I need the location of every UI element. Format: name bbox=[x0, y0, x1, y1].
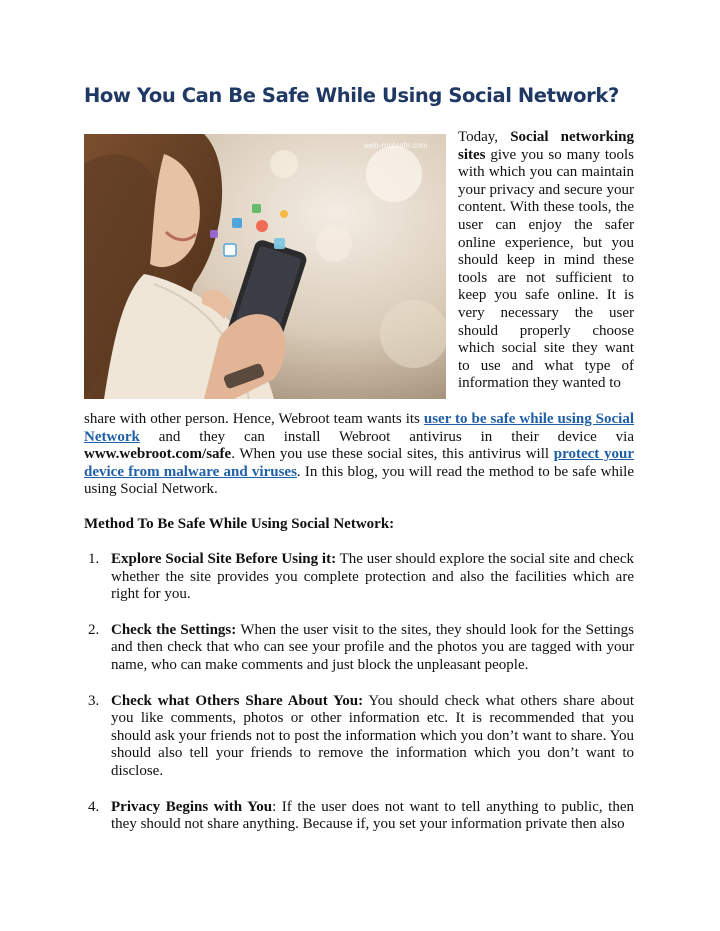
method-text: The user should explore the social site and check whether the site provides you complete protection and also the facilities which are right for you. bbox=[111, 551, 634, 603]
link-user-safe[interactable]: user to be safe while using Social Network bbox=[84, 411, 634, 445]
method-list bbox=[84, 551, 634, 852]
watermark: web-rootsafe.com bbox=[364, 141, 428, 150]
method-number: 1. bbox=[88, 551, 100, 567]
method-title: Check what Others Share About You: bbox=[111, 692, 364, 709]
method-number: 4. bbox=[88, 798, 100, 815]
intro-text-1: Today, bbox=[458, 129, 511, 145]
method-item-2 bbox=[84, 622, 634, 675]
method-title: Privacy Begins with You bbox=[111, 798, 273, 815]
method-title: Check the Settings: bbox=[111, 621, 237, 638]
method-number: 2. bbox=[88, 621, 100, 638]
intro-text-3: and they can install Webroot antivirus in their device via bbox=[139, 428, 634, 445]
intro-text-5: . In this blog, you will read the method to be safe while using Social Network. bbox=[84, 463, 634, 498]
intro-continuation bbox=[84, 411, 634, 499]
method-text: You should check what others share about you like comments, photos or other information etc. It is recommended that you should ask your friends not to post the information which you don’t want to share. You should also tell your friends to remove the information which you don’t want to disclose. bbox=[111, 692, 634, 779]
intro-text-4: . When you use these social sites, this antivirus will bbox=[231, 446, 554, 463]
article-title: How You Can Be Safe While Using Social Network? bbox=[84, 84, 619, 107]
method-item-4 bbox=[84, 799, 634, 834]
intro-bold-social-networking: Social networking sites bbox=[458, 129, 634, 163]
method-heading: Method To Be Safe While Using Social Network: bbox=[84, 516, 395, 532]
method-item-1 bbox=[84, 551, 634, 604]
method-text: : If the user does not want to tell anything to public, then they should not share anything. Because if, you set your information private then also bbox=[111, 798, 634, 833]
method-item-3 bbox=[84, 693, 634, 781]
intro-side-column bbox=[458, 129, 634, 393]
method-title: Explore Social Site Before Using it: bbox=[111, 551, 337, 567]
link-protect-device[interactable]: protect your device from malware and viruses bbox=[84, 446, 634, 480]
hero-image bbox=[84, 134, 446, 399]
intro-continuation-text: share with other person. Hence, Webroot team wants its bbox=[84, 411, 424, 427]
method-text: When the user visit to the sites, they should look for the Settings and then check that who can see your profile and the photos you are tagged with your name, who can make comments and just block the unpleasant people. bbox=[111, 621, 634, 673]
webroot-url: www.webroot.com/safe bbox=[84, 446, 232, 463]
intro-text-2: give you so many tools with which you can maintain your privacy and secure your content. With these tools, the user can enjoy the safer online experience, but you should keep in mind these tools are not sufficient to keep you safe online. It is very necessary the user should properly choose which social site they want to use and what type of information they wanted to bbox=[458, 146, 634, 392]
intro-full-column bbox=[84, 411, 634, 499]
method-number: 3. bbox=[88, 692, 100, 709]
